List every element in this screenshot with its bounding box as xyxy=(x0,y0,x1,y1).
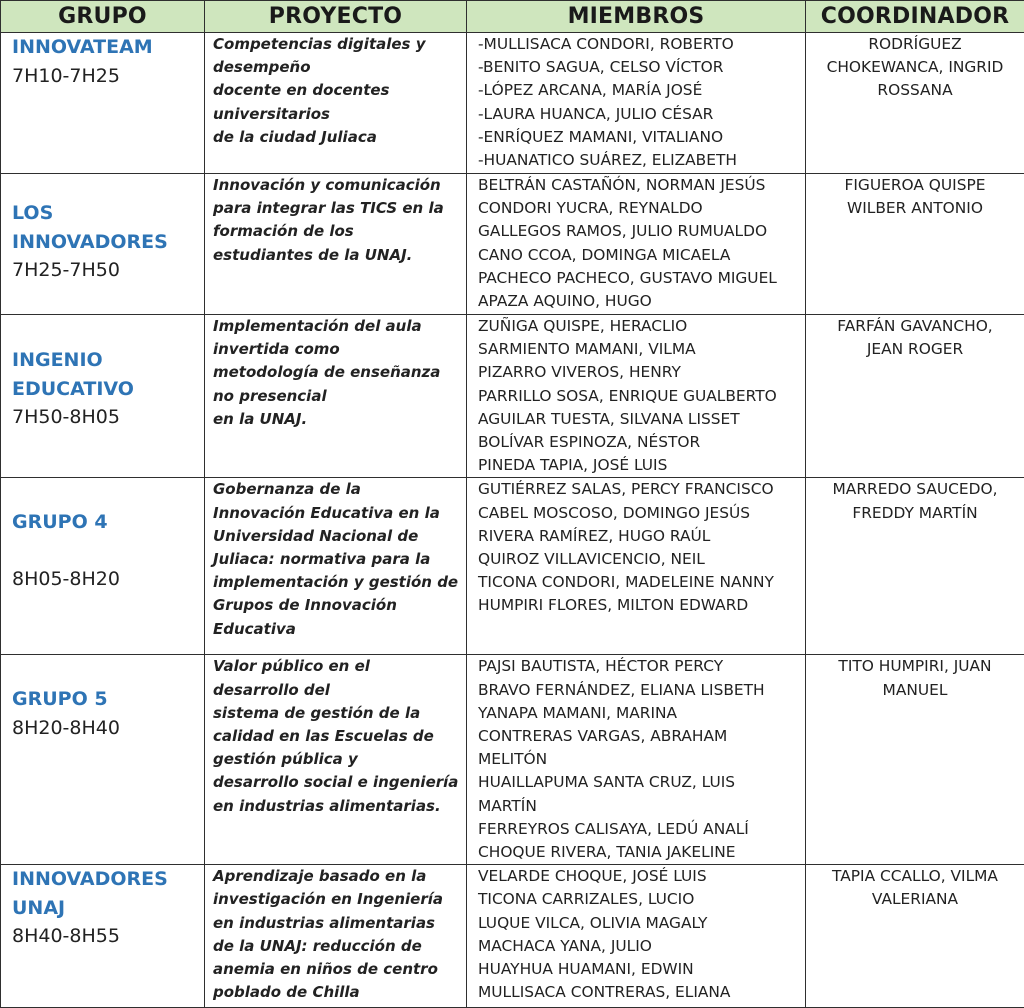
coordinator-cell xyxy=(806,315,1024,478)
project-line: Gobernanza de la xyxy=(213,478,462,501)
group-time: 7H10-7H25 xyxy=(12,62,204,91)
project-line: poblado de Chilla xyxy=(213,981,462,1004)
project-line: calidad en las Escuelas de xyxy=(213,725,462,748)
member-name: BRAVO FERNÁNDEZ, ELIANA LISBETH xyxy=(478,679,805,702)
member-name: MULLISACA CONTRERAS, ELIANA xyxy=(478,981,805,1004)
project-cell xyxy=(205,478,467,655)
member-name: HUAILLAPUMA SANTA CRUZ, LUIS xyxy=(478,771,805,794)
project-line: Educativa xyxy=(213,618,462,641)
members-cell xyxy=(467,655,806,865)
member-name: PINEDA TAPIA, JOSÉ LUIS xyxy=(478,454,805,477)
project-line: Innovación Educativa en la xyxy=(213,502,462,525)
member-name: BELTRÁN CASTAÑÓN, NORMAN JESÚS xyxy=(478,174,805,197)
table-row xyxy=(1,315,1024,478)
project-cell xyxy=(205,655,467,865)
project-line: docente en docentes xyxy=(213,79,462,102)
project-line: no presencial xyxy=(213,385,462,408)
coordinator-line: WILBER ANTONIO xyxy=(808,197,1022,220)
members-cell xyxy=(467,865,806,1008)
member-name: HUMPIRI FLORES, MILTON EDWARD xyxy=(478,594,805,617)
member-name: PARRILLO SOSA, ENRIQUE GUALBERTO xyxy=(478,385,805,408)
project-line: Grupos de Innovación xyxy=(213,594,462,617)
table-row xyxy=(1,33,1024,174)
coordinator-cell xyxy=(806,478,1024,655)
member-name: -LÓPEZ ARCANA, MARÍA JOSÉ xyxy=(478,79,805,102)
project-line: Competencias digitales y xyxy=(213,33,462,56)
coordinator-cell xyxy=(806,655,1024,865)
group-cell xyxy=(1,478,205,655)
member-name: ZUÑIGA QUISPE, HERACLIO xyxy=(478,315,805,338)
project-line: Universidad Nacional de xyxy=(213,525,462,548)
member-name: CONDORI YUCRA, REYNALDO xyxy=(478,197,805,220)
header-coordinador: COORDINADOR xyxy=(806,1,1024,33)
group-time: 8H05-8H20 xyxy=(12,565,204,594)
coordinator-line: FIGUEROA QUISPE xyxy=(808,174,1022,197)
coordinator-line: TITO HUMPIRI, JUAN xyxy=(808,655,1022,678)
project-line: investigación en Ingeniería xyxy=(213,888,462,911)
member-name: HUAYHUA HUAMANI, EDWIN xyxy=(478,958,805,981)
table-row xyxy=(1,655,1024,865)
member-name: LUQUE VILCA, OLIVIA MAGALY xyxy=(478,912,805,935)
member-name: QUIROZ VILLAVICENCIO, NEIL xyxy=(478,548,805,571)
coordinator-line: FARFÁN GAVANCHO, xyxy=(808,315,1022,338)
member-name: BOLÍVAR ESPINOZA, NÉSTOR xyxy=(478,431,805,454)
header-grupo: GRUPO xyxy=(1,1,205,33)
project-cell xyxy=(205,315,467,478)
member-name: -BENITO SAGUA, CELSO VÍCTOR xyxy=(478,56,805,79)
project-line: formación de los xyxy=(213,220,462,243)
member-name: -ENRÍQUEZ MAMANI, VITALIANO xyxy=(478,126,805,149)
project-line: Innovación y comunicación xyxy=(213,174,462,197)
project-line: de la ciudad Juliaca xyxy=(213,126,462,149)
group-name: INNOVATEAM xyxy=(12,33,204,62)
member-name: TICONA CARRIZALES, LUCIO xyxy=(478,888,805,911)
group-name: GRUPO 4 xyxy=(12,508,204,537)
member-name: GUTIÉRREZ SALAS, PERCY FRANCISCO xyxy=(478,478,805,501)
coordinator-line: JEAN ROGER xyxy=(808,338,1022,361)
project-line: en industrias alimentarias. xyxy=(213,795,462,818)
table-row xyxy=(1,865,1024,1008)
coordinator-cell xyxy=(806,33,1024,174)
project-line: Aprendizaje basado en la xyxy=(213,865,462,888)
member-name: APAZA AQUINO, HUGO xyxy=(478,290,805,313)
group-time: 8H40-8H55 xyxy=(12,922,204,951)
members-cell xyxy=(467,33,806,174)
table-row xyxy=(1,478,1024,655)
member-name: MACHACA YANA, JULIO xyxy=(478,935,805,958)
project-line: desarrollo social e ingeniería xyxy=(213,771,462,794)
member-name: PAJSI BAUTISTA, HÉCTOR PERCY xyxy=(478,655,805,678)
project-line: metodología de enseñanza xyxy=(213,361,462,384)
project-cell xyxy=(205,865,467,1008)
members-cell xyxy=(467,315,806,478)
member-name: -MULLISACA CONDORI, ROBERTO xyxy=(478,33,805,56)
header-miembros: MIEMBROS xyxy=(467,1,806,33)
member-name: MARTÍN xyxy=(478,795,805,818)
coordinator-line: TAPIA CCALLO, VILMA xyxy=(808,865,1022,888)
coordinator-line: RODRÍGUEZ xyxy=(808,33,1022,56)
group-name: INGENIO xyxy=(12,346,204,375)
member-name: CONTRERAS VARGAS, ABRAHAM xyxy=(478,725,805,748)
group-cell xyxy=(1,33,205,174)
project-line: de la UNAJ: reducción de xyxy=(213,935,462,958)
member-name: -HUANATICO SUÁREZ, ELIZABETH xyxy=(478,149,805,172)
group-time: 7H25-7H50 xyxy=(12,256,204,285)
members-cell xyxy=(467,478,806,655)
project-line: desempeño xyxy=(213,56,462,79)
spacer xyxy=(12,537,204,565)
project-line: para integrar las TICS en la xyxy=(213,197,462,220)
member-name: FERREYROS CALISAYA, LEDÚ ANALÍ xyxy=(478,818,805,841)
member-name: -LAURA HUANCA, JULIO CÉSAR xyxy=(478,103,805,126)
group-cell xyxy=(1,655,205,865)
coordinator-line: MARREDO SAUCEDO, xyxy=(808,478,1022,501)
group-name: UNAJ xyxy=(12,894,204,923)
member-name: SARMIENTO MAMANI, VILMA xyxy=(478,338,805,361)
project-line: anemia en niños de centro xyxy=(213,958,462,981)
project-line: Valor público en el xyxy=(213,655,462,678)
project-line: invertida como xyxy=(213,338,462,361)
member-name: RIVERA RAMÍREZ, HUGO RAÚL xyxy=(478,525,805,548)
members-cell xyxy=(467,174,806,315)
project-line: gestión pública y xyxy=(213,748,462,771)
coordinator-line: VALERIANA xyxy=(808,888,1022,911)
group-name: INNOVADORES xyxy=(12,228,204,257)
project-line: universitarios xyxy=(213,103,462,126)
coordinator-line: CHOKEWANCA, INGRID xyxy=(808,56,1022,79)
project-line: Implementación del aula xyxy=(213,315,462,338)
group-name: INNOVADORES xyxy=(12,865,204,894)
group-time: 7H50-8H05 xyxy=(12,403,204,432)
header-row xyxy=(1,1,1024,33)
group-cell xyxy=(1,174,205,315)
member-name: YANAPA MAMANI, MARINA xyxy=(478,702,805,725)
member-name: CHOQUE RIVERA, TANIA JAKELINE xyxy=(478,841,805,864)
project-cell xyxy=(205,174,467,315)
group-cell xyxy=(1,315,205,478)
member-name: VELARDE CHOQUE, JOSÉ LUIS xyxy=(478,865,805,888)
project-line: estudiantes de la UNAJ. xyxy=(213,244,462,267)
coordinator-cell xyxy=(806,865,1024,1008)
member-name: CABEL MOSCOSO, DOMINGO JESÚS xyxy=(478,502,805,525)
member-name: TICONA CONDORI, MADELEINE NANNY xyxy=(478,571,805,594)
member-name: PIZARRO VIVEROS, HENRY xyxy=(478,361,805,384)
member-name: MELITÓN xyxy=(478,748,805,771)
coordinator-line: ROSSANA xyxy=(808,79,1022,102)
member-name: CANO CCOA, DOMINGA MICAELA xyxy=(478,244,805,267)
project-line: desarrollo del xyxy=(213,679,462,702)
table-row xyxy=(1,174,1024,315)
project-line: en la UNAJ. xyxy=(213,408,462,431)
member-name: GALLEGOS RAMOS, JULIO RUMUALDO xyxy=(478,220,805,243)
project-line: en industrias alimentarias xyxy=(213,912,462,935)
coordinator-line: MANUEL xyxy=(808,679,1022,702)
group-name: LOS xyxy=(12,199,204,228)
group-time: 8H20-8H40 xyxy=(12,714,204,743)
header-proyecto: PROYECTO xyxy=(205,1,467,33)
project-line: sistema de gestión de la xyxy=(213,702,462,725)
group-name: GRUPO 5 xyxy=(12,685,204,714)
member-name: PACHECO PACHECO, GUSTAVO MIGUEL xyxy=(478,267,805,290)
member-name: AGUILAR TUESTA, SILVANA LISSET xyxy=(478,408,805,431)
project-line: Juliaca: normativa para la xyxy=(213,548,462,571)
project-line: implementación y gestión de xyxy=(213,571,462,594)
project-cell xyxy=(205,33,467,174)
coordinator-cell xyxy=(806,174,1024,315)
group-cell xyxy=(1,865,205,1008)
group-name: EDUCATIVO xyxy=(12,375,204,404)
coordinator-line: FREDDY MARTÍN xyxy=(808,502,1022,525)
